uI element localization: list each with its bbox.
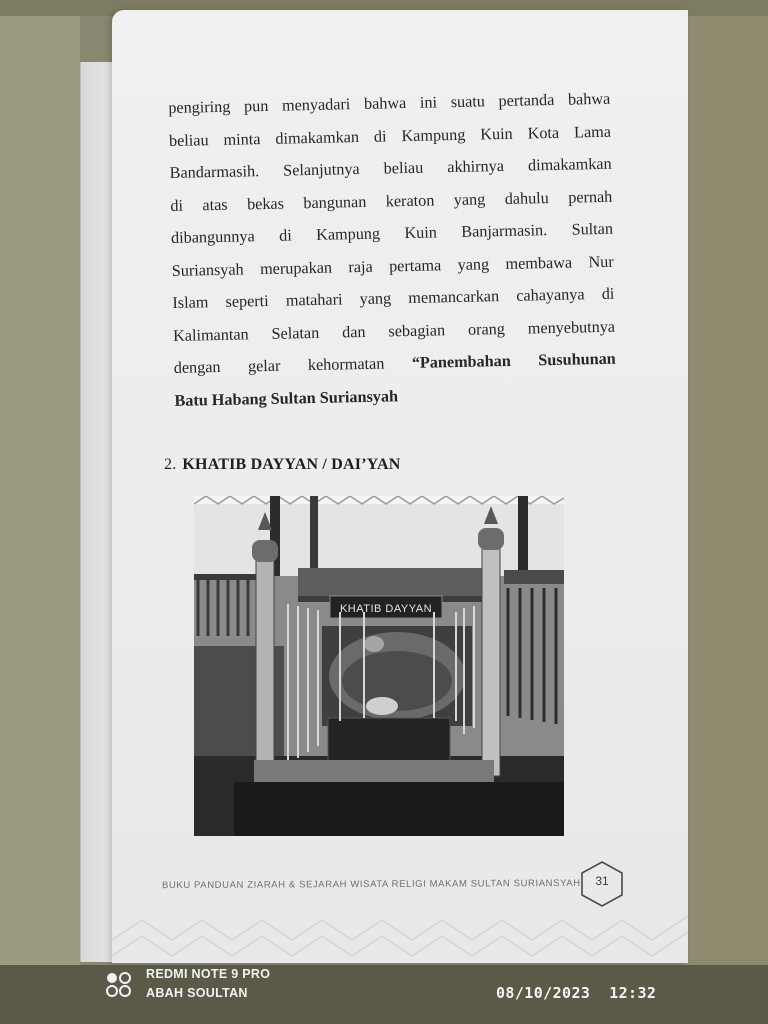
section-title: KHATIB DAYYAN / DAI’YAN	[182, 456, 401, 473]
body-line-prefix: dengan gelar kehormatan	[173, 353, 413, 377]
body-line: Kalimantan Selatan dan sebagian orang menyebutnya	[172, 317, 616, 345]
page-number: 31	[595, 874, 609, 888]
background-left	[0, 0, 80, 1024]
footer-book-title: BUKU PANDUAN ZIARAH & SEJARAH WISATA RELIGI MAKAM SULTAN SURIANSYAH	[161, 877, 581, 892]
watermark-datetime	[496, 984, 656, 1002]
body-line: Islam seperti matahari yang memancarkan cahayanya di	[172, 284, 615, 312]
section-number: 2.	[164, 456, 177, 473]
body-line: di atas bekas bangunan keraton yang dahulu pernah	[170, 187, 613, 215]
watermark-date: 08/10/2023	[496, 984, 591, 1002]
watermark-time: 12:32	[609, 984, 657, 1002]
tomb-photo	[194, 496, 564, 836]
body-paragraph	[168, 83, 617, 417]
honorific-title-part2: Batu Habang Sultan Suriansyah	[174, 386, 399, 410]
body-line: beliau minta dimakamkan di Kampung Kuin Kota Lama	[168, 122, 612, 150]
footer-pattern	[112, 900, 688, 962]
honorific-title-part1: “Panembahan Susuhunan	[411, 349, 616, 372]
body-line: pengiring pun menyadari bahwa ini suatu pertanda bahwa	[168, 89, 611, 117]
body-line: dibangunnya di Kampung Kuin Banjarmasin. Sultan	[170, 219, 614, 247]
body-line: Bandarmasih. Selanjutnya beliau akhirnya dimakamkan	[169, 154, 612, 182]
body-line: Suriansyah merupakan raja pertama yang membawa Nur	[171, 252, 614, 280]
khatib-dayyan-sign-text: KHATIB DAYYAN	[339, 603, 433, 615]
background-right	[686, 0, 768, 1024]
camera-watermark-icon	[104, 970, 134, 1000]
watermark-device: REDMI NOTE 9 PRO	[146, 967, 271, 981]
section-heading	[164, 456, 401, 474]
watermark-owner: ABAH SOULTAN	[146, 986, 248, 1000]
